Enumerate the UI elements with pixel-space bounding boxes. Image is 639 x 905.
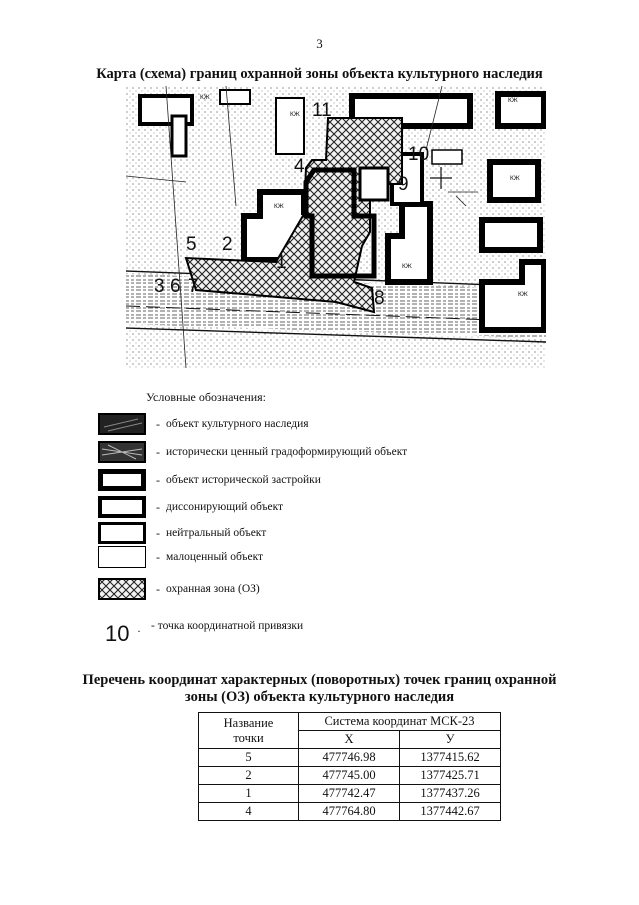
legend-dash: - [156, 416, 160, 431]
cell-x: 477746.98 [299, 749, 400, 767]
coordinates-title-line: зоны (ОЗ) объекта культурного наследия [184, 689, 455, 705]
low-value-object-symbol-icon [98, 546, 146, 568]
building-mark: КЖ [200, 94, 210, 101]
cell-y: 1377425.71 [400, 767, 501, 785]
header-coordinate-system: Система координат МСК-23 [299, 713, 501, 731]
legend-dash: - [156, 525, 160, 540]
historic-building-symbol-icon [98, 469, 146, 491]
cell-y: 1377442.67 [400, 803, 501, 821]
building-mark: КЖ [508, 97, 518, 104]
building-mark: КЖ [290, 111, 300, 118]
building-mark: КЖ [274, 203, 284, 210]
cell-point: 5 [199, 749, 299, 767]
coordinates-table [198, 712, 501, 821]
historic-valuable-symbol-icon [98, 441, 146, 463]
cell-y: 1377415.62 [400, 749, 501, 767]
map-title: Карта (схема) границ охранной зоны объекта культурного наследия [96, 66, 543, 82]
cell-y: 1377437.26 [400, 785, 501, 803]
coordinates-title-line: Перечень координат характерных (поворотных) точек границ охранной [82, 672, 557, 688]
legend-text: нейтральный объект [166, 527, 267, 539]
legend-text: охранная зона (ОЗ) [166, 583, 260, 595]
point-label: 2 [222, 234, 233, 255]
cell-x: 477764.80 [299, 803, 400, 821]
protection-zone-symbol-icon [98, 578, 146, 600]
legend-item-dissonant [98, 496, 283, 518]
cell-x: 477742.47 [299, 785, 400, 803]
legend-item-low-value [98, 546, 263, 568]
legend-text: малоценный объект [166, 551, 264, 563]
legend-item-historic-valuable [98, 441, 407, 463]
point-label: 5 [186, 234, 197, 255]
heritage-object-symbol-icon [98, 413, 146, 435]
building-mark: КЖ [510, 175, 520, 182]
legend-item-neutral [98, 522, 266, 544]
building-mark: КЖ [402, 263, 412, 270]
header-point-name-line: Название [223, 715, 274, 730]
legend-text: исторически ценный градоформирующий объект [166, 446, 408, 458]
legend-dash: - [156, 581, 160, 596]
point-label: 8 [374, 288, 385, 309]
header-point-name [199, 713, 299, 749]
point-label: 10 [408, 144, 430, 165]
coordinates-title [0, 672, 639, 706]
dissonant-object-symbol-icon [98, 496, 146, 518]
building-mark: КЖ [518, 291, 528, 298]
cell-point: 1 [199, 785, 299, 803]
legend-text: объект исторической застройки [166, 474, 321, 486]
point-label: 1 [276, 252, 287, 273]
legend-item-historic-building [98, 469, 321, 491]
header-y: У [400, 731, 501, 749]
legend-point-sample: 10 [105, 621, 130, 646]
page-number: 3 [316, 36, 323, 51]
legend-title: Условные обозначения: [146, 390, 267, 404]
table-row [199, 785, 501, 803]
cell-point: 2 [199, 767, 299, 785]
legend-dash: - [156, 499, 160, 514]
point-label: 11 [312, 100, 332, 121]
legend-point-dot: · [137, 624, 141, 638]
header-point-name-line: точки [233, 730, 264, 745]
point-label: 4 [294, 156, 305, 177]
point-label: 6 [170, 276, 181, 297]
legend-item-protection-zone [98, 578, 260, 600]
protection-zone-map [126, 86, 546, 368]
legend-dash: - [156, 472, 160, 487]
point-label: 3 [154, 276, 165, 297]
legend-dash: - [156, 444, 160, 459]
header-x: X [299, 731, 400, 749]
table-row [199, 803, 501, 821]
cell-x: 477745.00 [299, 767, 400, 785]
legend-item-heritage [98, 413, 309, 435]
neutral-object-symbol-icon [98, 522, 146, 544]
legend-text: объект культурного наследия [166, 418, 309, 430]
point-label: 7 [188, 276, 199, 297]
cell-point: 4 [199, 803, 299, 821]
legend-dash: - [156, 549, 160, 564]
table-row [199, 749, 501, 767]
table-row [199, 767, 501, 785]
legend-text: диссонирующий объект [166, 501, 284, 513]
point-label: 9 [398, 174, 409, 195]
legend-point-text: - точка координатной привязки [151, 620, 304, 632]
